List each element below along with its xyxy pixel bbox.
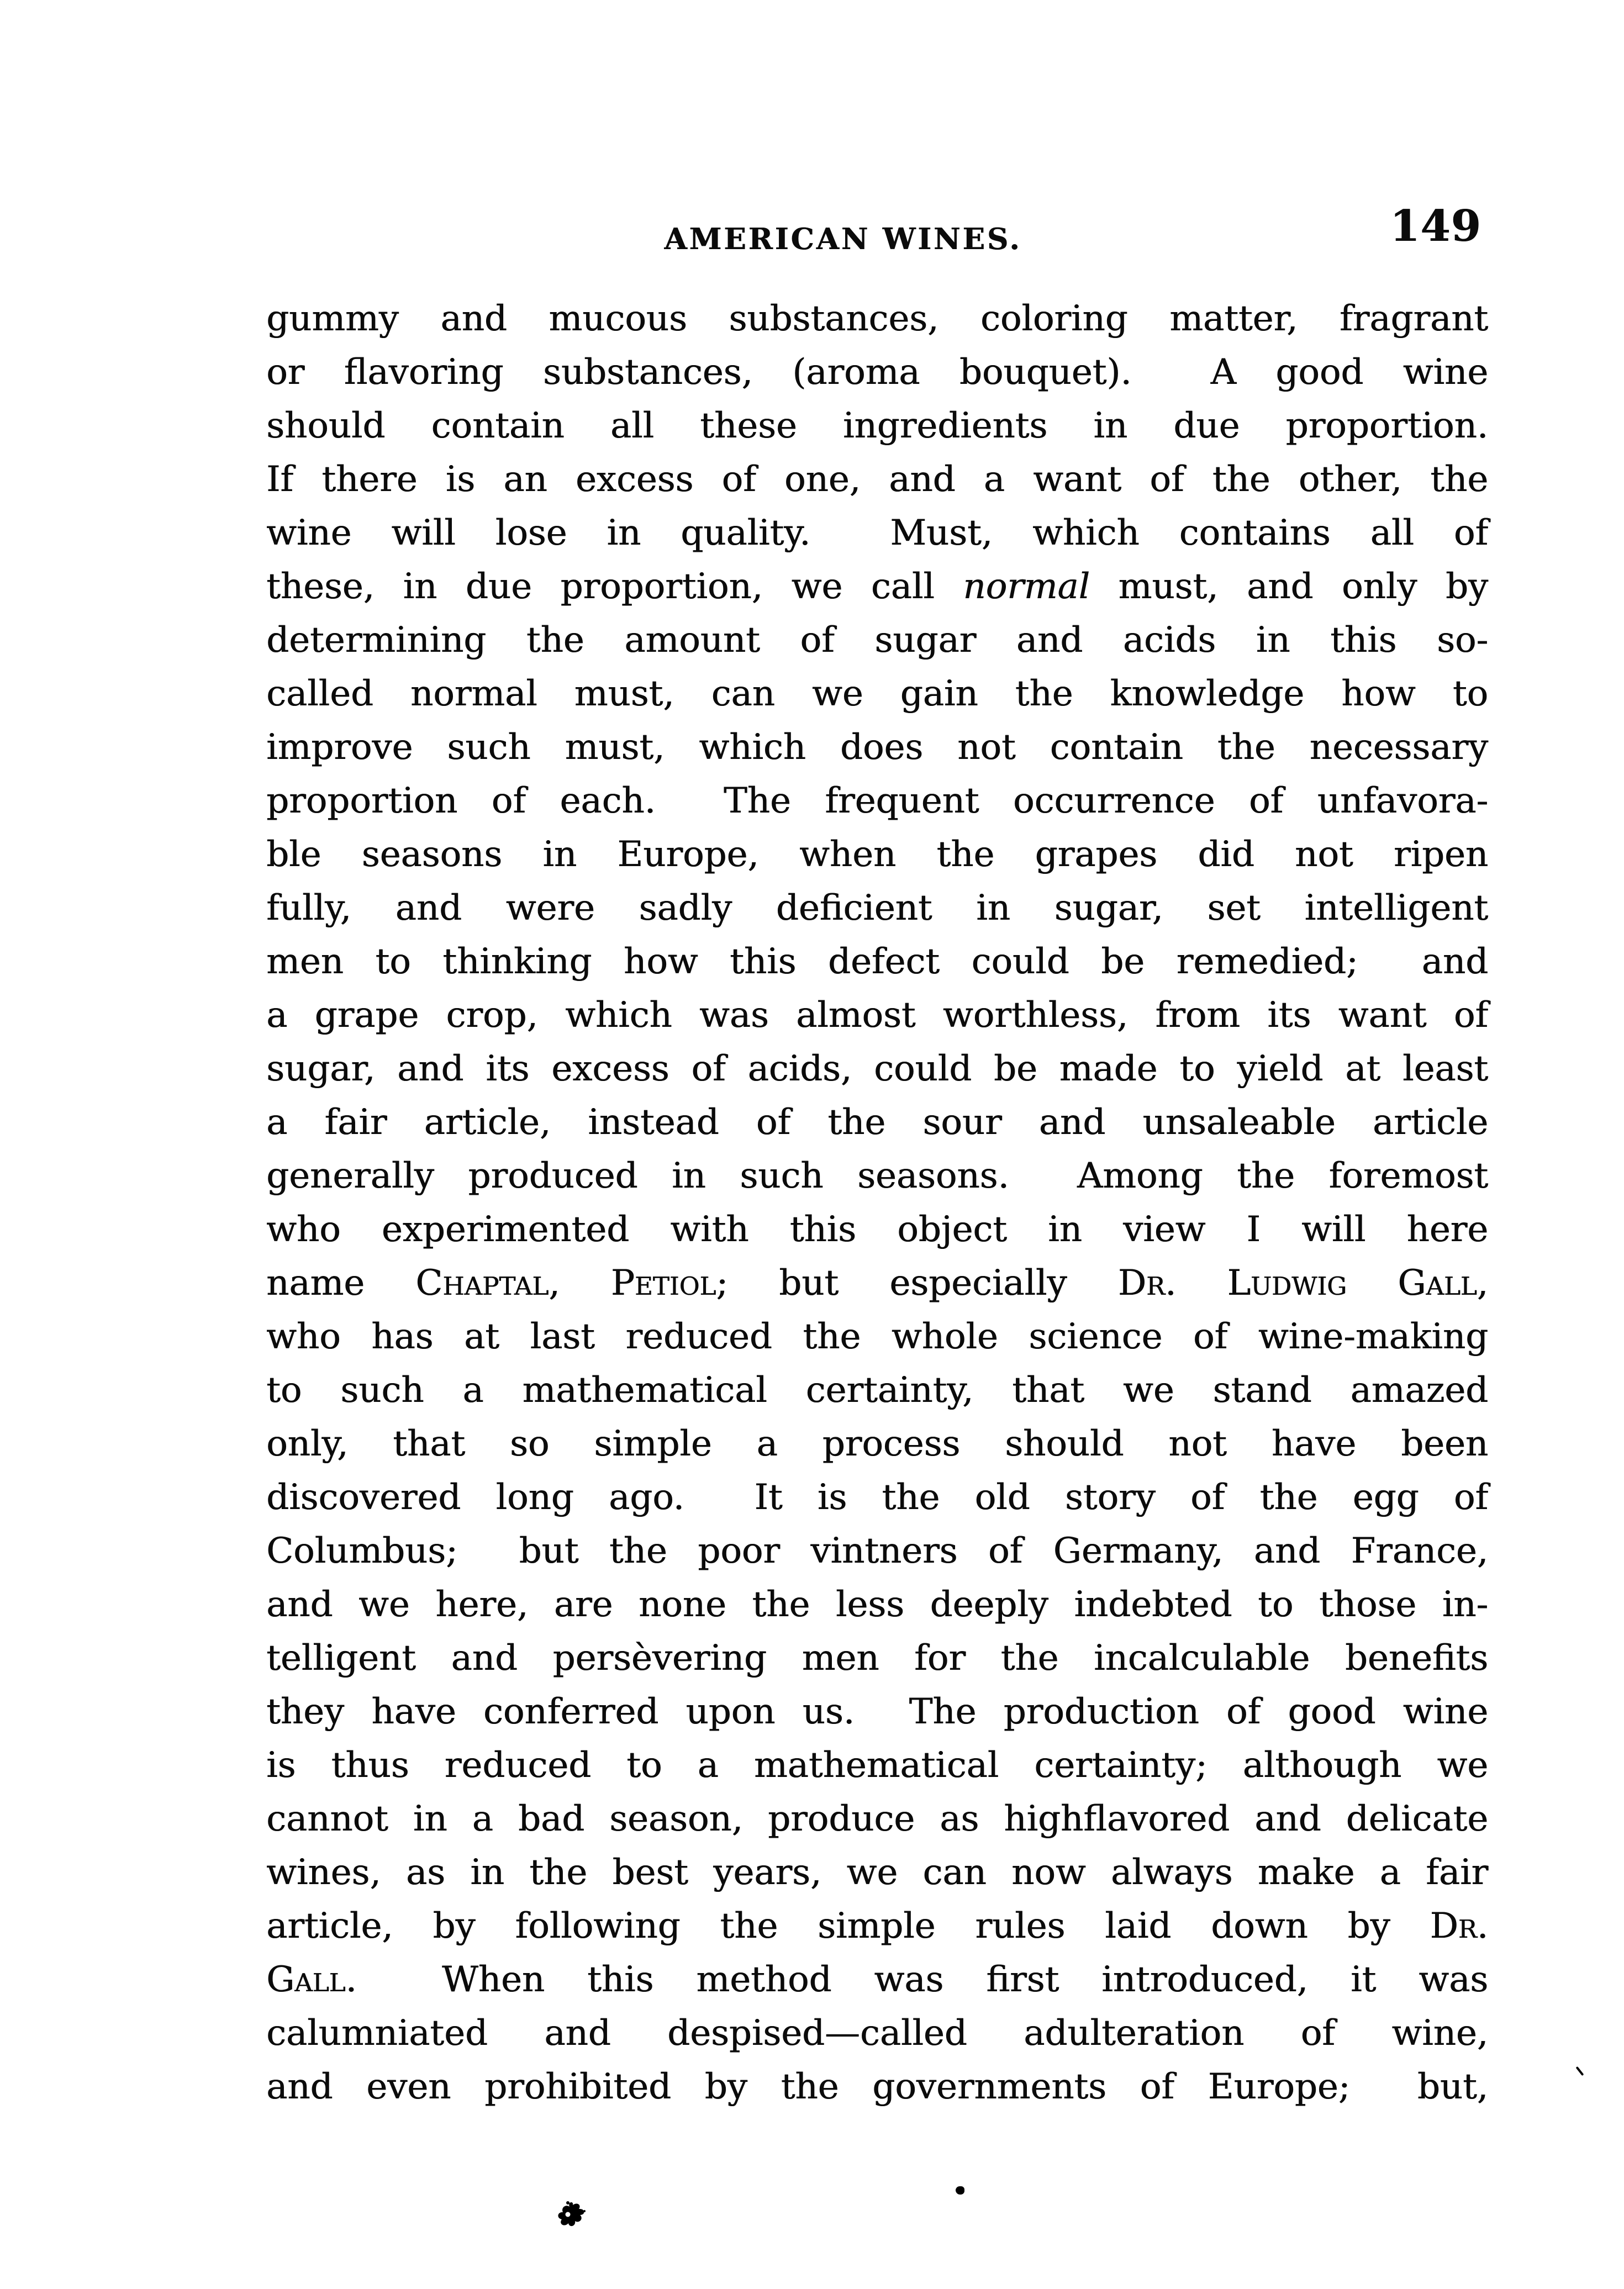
text-line — [266, 1257, 1488, 1310]
text-segment: fully, and were sadly deficient in sugar, set intelligent — [266, 888, 1488, 929]
text-segment: Chaptal, Petiol — [415, 1263, 716, 1304]
text-line — [266, 1685, 1488, 1739]
text-line — [266, 721, 1488, 774]
text-segment: article, by following the simple rules laid down by — [266, 1906, 1430, 1947]
text-line — [266, 2007, 1488, 2060]
text-segment: cannot in a bad season, produce as highflavored and delicate — [266, 1799, 1488, 1839]
text-segment: name — [266, 1263, 416, 1304]
text-line — [266, 1310, 1488, 1364]
text-segment: Dr. Ludwig Gall — [1117, 1263, 1477, 1304]
text-segment: proportion of each. The frequent occurrence of unfavora- — [266, 780, 1488, 821]
text-segment: telligent and persèvering men for the incalculable benefits — [266, 1638, 1488, 1679]
text-segment: only, that so simple a process should not have been — [266, 1423, 1488, 1464]
text-segment: When this method was first introduced, it was — [356, 1959, 1488, 2000]
text-segment: or flavoring substances, (aroma bouquet). A good wine — [266, 352, 1488, 393]
text-segment: who has at last reduced the whole science of wine-making — [266, 1316, 1488, 1357]
text-segment: sugar, and its excess of acids, could be made to yield at least — [266, 1048, 1488, 1089]
text-line — [266, 989, 1488, 1042]
ink-dot — [956, 2186, 964, 2195]
text-segment: Columbus; but the poor vintners of Germany, and France, — [266, 1531, 1488, 1571]
text-line — [266, 1096, 1488, 1149]
text-line — [266, 614, 1488, 667]
text-line — [266, 560, 1488, 614]
text-line — [266, 1042, 1488, 1096]
text-segment: , — [1477, 1263, 1488, 1304]
text-segment: a grape crop, which was almost worthless, from its want of — [266, 995, 1488, 1036]
text-segment: must, and only by — [1089, 566, 1489, 607]
text-line — [266, 1900, 1488, 1953]
text-segment: these, in due proportion, we call — [266, 566, 963, 607]
text-line — [266, 1471, 1488, 1525]
ink-tick — [1576, 2066, 1584, 2076]
text-segment: improve such must, which does not contain the necessary — [266, 727, 1488, 768]
text-segment: generally produced in such seasons. Among the foremost — [266, 1156, 1488, 1196]
text-line — [266, 935, 1488, 989]
text-line — [266, 667, 1488, 721]
text-segment: If there is an excess of one, and a want of the other, the — [266, 459, 1488, 500]
text-segment: they have conferred upon us. The production of good wine — [266, 1691, 1488, 1732]
page-body — [266, 292, 1488, 2114]
text-line — [266, 399, 1488, 453]
text-segment: wines, as in the best years, we can now always make a fair — [266, 1852, 1488, 1893]
text-line — [266, 1846, 1488, 1900]
text-segment: who experimented with this object in view I will here — [266, 1209, 1488, 1250]
text-segment: gummy and mucous substances, coloring matter, fragrant — [266, 298, 1488, 339]
text-line — [266, 1417, 1488, 1471]
text-segment: discovered long ago. It is the old story of the egg of — [266, 1477, 1488, 1518]
text-segment: ble seasons in Europe, when the grapes did not ripen — [266, 834, 1488, 875]
text-line — [266, 1632, 1488, 1685]
text-line — [266, 1739, 1488, 1792]
text-line — [266, 774, 1488, 828]
text-segment: and even prohibited by the governments of Europe; but, — [266, 2066, 1488, 2107]
text-segment: called normal must, can we gain the knowledge how to — [266, 673, 1488, 714]
text-line — [266, 453, 1488, 507]
text-segment: and we here, are none the less deeply indebted to those in- — [266, 1584, 1488, 1625]
text-segment: should contain all these ingredients in due proportion. — [266, 405, 1488, 446]
text-segment: is thus reduced to a mathematical certainty; although we — [266, 1745, 1488, 1786]
text-line — [266, 1953, 1488, 2007]
text-segment: men to thinking how this defect could be remedied; and — [266, 941, 1488, 982]
text-line — [266, 1364, 1488, 1417]
page-number: 149 — [1390, 201, 1481, 251]
text-segment: calumniated and despised—called adulteration of wine, — [266, 2013, 1488, 2054]
text-segment: a fair article, instead of the sour and unsaleable article — [266, 1102, 1488, 1143]
text-line — [266, 1578, 1488, 1632]
text-segment: Dr. — [1430, 1906, 1488, 1947]
text-segment: determining the amount of sugar and acids in this so- — [266, 620, 1488, 661]
text-line — [266, 1149, 1488, 1203]
running-header: AMERICAN WINES. — [664, 222, 1022, 256]
text-segment: wine will lose in quality. Must, which contains all of — [266, 513, 1488, 553]
text-line — [266, 1525, 1488, 1578]
text-line — [266, 828, 1488, 882]
text-segment: normal — [963, 566, 1090, 607]
text-line — [266, 2060, 1488, 2114]
text-line — [266, 882, 1488, 935]
text-segment: to such a mathematical certainty, that we stand amazed — [266, 1370, 1488, 1411]
text-line — [266, 1203, 1488, 1257]
text-line — [266, 292, 1488, 346]
text-segment: ; but especially — [716, 1263, 1118, 1304]
text-line — [266, 346, 1488, 399]
ink-blot — [556, 2200, 588, 2232]
text-line — [266, 507, 1488, 560]
text-segment: Gall. — [266, 1959, 357, 2000]
text-line — [266, 1792, 1488, 1846]
